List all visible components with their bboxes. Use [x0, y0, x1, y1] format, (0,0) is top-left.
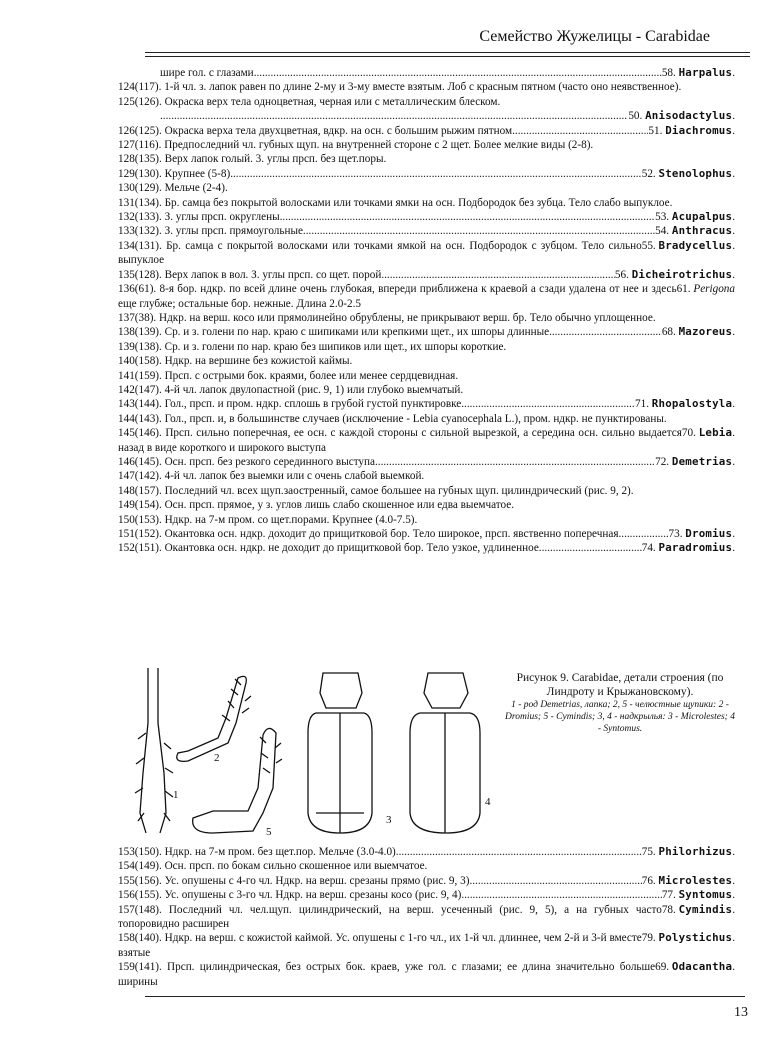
genus-name: Bradycellus	[658, 238, 733, 252]
result-number: 52.	[641, 167, 656, 180]
entry-result: 69. Odacantha.	[655, 960, 735, 974]
entry-text: 132(133). З. углы прсп. округлены	[118, 211, 280, 224]
key-entry	[118, 498, 735, 512]
palp-dromius-drawing	[177, 676, 251, 761]
key-entry	[118, 354, 735, 368]
entry-result: 76. Microlestes.	[641, 873, 735, 887]
entry-result: 79. Polystichus.	[641, 931, 735, 945]
key-entry	[118, 196, 735, 210]
caption-title: Рисунок 9. Carabidae, детали строения (по Линдроту и Крыжановскому).	[516, 672, 724, 698]
entry-text: 157(148). Последний чл. чел.щуп. цилиндрический, на верш. усеченный (рис. 9, 5), а на губных часто топоровидно расширен	[118, 903, 662, 931]
key-entry	[118, 210, 735, 224]
result-number: 77.	[661, 889, 676, 902]
entry-result: 56. Dicheirotrichus.	[614, 267, 735, 281]
tarsus-drawing	[135, 668, 173, 833]
entry-result: 77. Syntomus.	[661, 888, 735, 902]
entry-text: 154(149). Осн. прсп. по бокам сильно скошенное или выемчатое.	[118, 860, 428, 873]
result-number: 74.	[641, 542, 656, 555]
entry-text: 142(147). 4-й чл. лапок двулопастной (рис. 9, 1) или глубоко выемчатый.	[118, 383, 464, 396]
leader-dots	[375, 455, 655, 469]
result-number: 76.	[641, 874, 656, 887]
entry-text: 126(125). Окраска верха тела двухцветная, вдкр. на осн. с большим рыжим пятном	[118, 124, 513, 137]
footer-rule	[145, 996, 745, 997]
entry-text: 150(153). Ндкр. на 7-м пром. со щет.порами. Крупнее (4.0-7.5).	[118, 513, 418, 526]
palp-cymindis-drawing	[193, 728, 282, 833]
entry-result: 55. Bradycellus.	[641, 238, 735, 252]
entry-text: 135(128). Верх лапок в вол. З. углы прсп. со щет. порой	[118, 268, 382, 281]
key-entry	[118, 239, 735, 268]
result-number: 55.	[641, 239, 656, 252]
entry-text: шире гол. с глазами	[160, 67, 254, 79]
figure-label-3: 3	[386, 814, 392, 826]
leader-dots	[280, 210, 656, 224]
leader-dots	[160, 109, 628, 123]
genus-name: Cymindis	[678, 902, 733, 916]
entry-text: 143(144). Гол., прсп. и пром. ндкр. сплошь в грубой густой пунктировке	[118, 398, 462, 411]
key-entry	[118, 469, 735, 483]
key-entries-bottom	[118, 845, 735, 989]
genus-name: Dromius	[685, 527, 733, 540]
genus-name: Syntomus	[678, 888, 733, 902]
entry-result: 70. Lebia.	[681, 426, 735, 440]
key-entry	[118, 124, 735, 138]
result-number: 71.	[635, 398, 649, 411]
entry-text: 128(135). Верх лапок голый. 3. углы прсп. без щет.поры.	[118, 153, 387, 166]
entry-text: 127(116). Предпоследний чл. губных щуп. на внутренней стороне с 2 щет. Более мелкие виды (2-8).	[118, 139, 594, 152]
key-entry	[118, 455, 735, 469]
result-number: 51.	[648, 124, 663, 137]
key-entry	[118, 138, 735, 152]
entry-text: 152(151). Окантовка осн. ндкр. не доходит до прищитковой бор. Тело узкое, удлиненное	[118, 542, 539, 555]
entry-text: 138(139). Ср. и з. голени по нар. краю с шипиками или крепкими щет., их шпоры длинные	[118, 326, 550, 339]
entry-result: 72. Demetrias.	[655, 454, 735, 468]
key-entry	[118, 325, 735, 339]
key-entry	[118, 484, 735, 498]
genus-name: Microlestes	[658, 873, 733, 887]
entry-text: 129(130). Крупнее (5-8)	[118, 167, 231, 180]
key-entry	[118, 426, 735, 455]
result-number: 70.	[681, 427, 696, 440]
key-entry	[118, 80, 735, 94]
key-entry	[118, 66, 735, 80]
genus-name: Polystichus	[658, 931, 733, 945]
key-entry	[118, 167, 735, 181]
leader-dots	[381, 268, 615, 282]
result-number: 61.	[676, 283, 691, 296]
entry-text: 125(126). Окраска верх тела одноцветная, черная или с металлическим блеском.	[118, 95, 501, 108]
result-number: 58.	[661, 67, 676, 79]
key-entry	[118, 369, 735, 383]
key-entry	[118, 859, 735, 873]
key-entry	[118, 513, 735, 527]
entry-result: 50. Anisodactylus.	[628, 109, 735, 123]
genus-name: Harpalus	[678, 66, 733, 79]
leader-dots	[469, 874, 641, 888]
result-number: 73.	[668, 528, 683, 540]
result-number: 68.	[661, 326, 676, 339]
entry-text: 130(129). Мельче (2-4).	[118, 182, 228, 195]
key-entry	[118, 224, 735, 238]
figure-drawing	[118, 663, 508, 843]
entry-result: 73. Dromius.	[668, 527, 735, 540]
figure-label-4: 4	[485, 796, 491, 808]
key-entry	[118, 282, 735, 311]
key-entry	[118, 888, 735, 902]
key-entry	[118, 960, 735, 989]
entry-result	[677, 282, 735, 296]
entry-result: 78. Cymindis.	[661, 902, 735, 916]
header-rule	[145, 52, 750, 53]
result-number: 78.	[661, 903, 676, 916]
entry-text: 151(152). Окантовка осн. ндкр. доходит до прищитковой бор. Тело широкое, прсп. явственно поперечная	[118, 528, 619, 540]
page-header: Семейство Жужелицы - Carabidae	[479, 28, 710, 45]
key-entry	[118, 412, 735, 426]
entry-result: 58. Harpalus.	[661, 66, 735, 79]
key-entry	[118, 268, 735, 282]
genus-name: Demetrias	[671, 454, 733, 468]
leader-dots	[230, 167, 642, 181]
leader-dots	[461, 397, 635, 411]
entry-text: 148(157). Последний чл. всех щуп.заостренный, самое большее на губных щуп. цилиндрический (рис. 9, 2).	[118, 484, 634, 497]
entry-text: 144(143). Гол., прсп. и, в большинстве случаев (исключение - Lebia cyanocephala L.), пром. ндкр. не пунктированы.	[118, 412, 667, 425]
key-entry	[118, 152, 735, 166]
entry-text: 147(142). 4-й чл. лапок без выемки или с очень слабой выемкой.	[118, 470, 425, 483]
result-number: 56.	[614, 268, 629, 281]
elytra-syntomus-drawing	[410, 673, 480, 833]
key-entry	[118, 383, 735, 397]
figure-9	[118, 663, 735, 843]
genus-name: Diachromus	[665, 123, 733, 137]
leader-dots	[618, 527, 668, 541]
genus-name: Dicheirotrichus	[631, 267, 733, 281]
entry-text: 145(146). Прсп. сильно поперечная, ее осн. с каждой стороны с сильной вырезкой, а середина осн. сильно выдается назад в виде короткого и широкого выступа	[118, 427, 682, 454]
entry-text: 155(156). Ус. опушены с 4-го чл. Ндкр. на верш. срезаны прямо (рис. 9, 3)	[118, 874, 470, 887]
key-entry	[118, 845, 735, 859]
entry-text: 156(155). Ус. опушены с 3-го чл. Ндкр. на верш. срезаны косо (рис. 9, 4)	[118, 889, 462, 902]
entry-text: 140(158). Ндкр. на вершине без кожистой каймы.	[118, 355, 353, 368]
genus-name: Philorhizus	[658, 845, 733, 858]
result-number: 54.	[655, 225, 670, 238]
key-entry	[118, 903, 735, 932]
elytra-microlestes-drawing	[308, 673, 372, 833]
entry-text: 137(38). Ндкр. на верш. косо или прямолинейно обрублены, не прикрывают верш. бр. Тело обычно уплощенное.	[118, 311, 656, 324]
caption-legend: 1 - род Demetrias, лапка; 2, 5 - челюстные щупики: 2 - Dromius; 5 - Cymindis; 3, 4 - надкрылья: 3 - Microlestes; 4 - Syntomus.	[505, 700, 735, 734]
entry-text: 158(140). Ндкр. на верш. с кожистой каймой. Ус. опушены с 1-го чл., их 1-й чл. длиннее, чем 2-й и 3-й вместе взятые	[118, 932, 642, 959]
entry-result: 74. Paradromius.	[641, 541, 735, 555]
key-entry	[118, 527, 735, 541]
genus-name: Acupalpus	[671, 210, 733, 224]
result-number: 75.	[641, 846, 656, 858]
genus-name: Anisodactylus	[645, 109, 733, 123]
result-number: 79.	[641, 932, 656, 945]
entry-result: 52. Stenolophus.	[641, 166, 735, 180]
genus-name: Odacantha	[671, 960, 733, 974]
entry-text: 139(138). Ср. и з. голени по нар. краю без шипиков или щет., их шпоры короткие.	[118, 340, 507, 353]
result-number: 72.	[655, 455, 670, 468]
leader-dots	[303, 224, 655, 238]
key-entry	[118, 181, 735, 195]
entry-text: 131(134). Бр. самца без покрытой волосками или точками ямки на осн. Подбородок без зубца. Тело слабо выпуклое.	[118, 196, 673, 209]
genus-name: Stenolophus	[658, 166, 733, 180]
leader-dots	[512, 124, 648, 138]
key-entries-top	[118, 66, 735, 556]
header-rule-thin	[145, 56, 750, 57]
entry-result: 51. Diachromus.	[648, 123, 735, 137]
figure-label-2: 2	[214, 752, 220, 764]
figure-caption	[505, 671, 735, 735]
entry-text: 134(131). Бр. самца с покрытой волосками или точками ямкой на осн. Подбородок с зубцом. Тело сильно выпуклое	[118, 239, 642, 267]
figure-label-1: 1	[173, 789, 179, 801]
key-entry	[118, 109, 735, 123]
key-entry	[118, 340, 735, 354]
genus-name: Mazoreus	[678, 325, 733, 339]
key-entry	[118, 397, 735, 411]
entry-result: 68. Mazoreus.	[661, 325, 735, 339]
key-entry	[118, 541, 735, 555]
figure-label-5: 5	[266, 826, 272, 838]
key-entry	[118, 874, 735, 888]
key-entry	[118, 931, 735, 960]
genus-name: Anthracus	[671, 224, 733, 238]
genus-name: Rhopalostyla	[651, 397, 733, 411]
key-entry	[118, 95, 735, 109]
leader-dots	[539, 541, 642, 555]
entry-text: 124(117). 1-й чл. з. лапок равен по длине 2-му и 3-му вместе взятым. Лоб с красным пятном (часто оно неявственное).	[118, 81, 682, 94]
entry-result: 71. Rhopalostyla.	[635, 397, 735, 411]
entry-text: 153(150). Ндкр. на 7-м пром. без щет.пор. Мельче (3.0-4.0)	[118, 846, 396, 858]
entry-text: 159(141). Прсп. цилиндрическая, без острых бок. краев, уже гол. с глазами; ее длина значительно больше ширины	[118, 961, 656, 988]
entry-result: 53. Acupalpus.	[655, 210, 735, 224]
entry-text: 136(61). 8-я бор. ндкр. по всей длине очень глубокая, впереди приближена к краевой а сзади удалена от нее и здесь еще глубже; остальные бор. нежные. Длина 2.0-2.5	[118, 283, 677, 310]
page-number: 13	[734, 1005, 748, 1020]
leader-dots	[254, 66, 662, 80]
result-number: 50.	[628, 110, 643, 123]
result-number: 69.	[655, 961, 670, 974]
leader-dots	[396, 845, 642, 859]
genus-name: Lebia	[698, 426, 733, 440]
entry-text: 146(145). Осн. прсп. без резкого серединного выступа	[118, 455, 375, 468]
genus-name: Paradromius	[658, 541, 733, 555]
entry-result: 75. Philorhizus.	[641, 845, 735, 858]
entry-text: 133(132). З. углы прсп. прямоугольные	[118, 225, 303, 238]
entry-text: 141(159). Прсп. с острыми бок. краями, более или менее сердцевидная.	[118, 369, 459, 382]
result-number: 53.	[655, 211, 670, 224]
genus-name: Perigona	[693, 283, 735, 296]
leader-dots	[549, 325, 662, 339]
key-entry	[118, 311, 735, 325]
leader-dots	[461, 888, 661, 902]
entry-result: 54. Anthracus.	[655, 224, 735, 238]
entry-text: 149(154). Осн. прсп. прямое, у з. углов лишь слабо скошенное или едва выемчатое.	[118, 499, 515, 512]
